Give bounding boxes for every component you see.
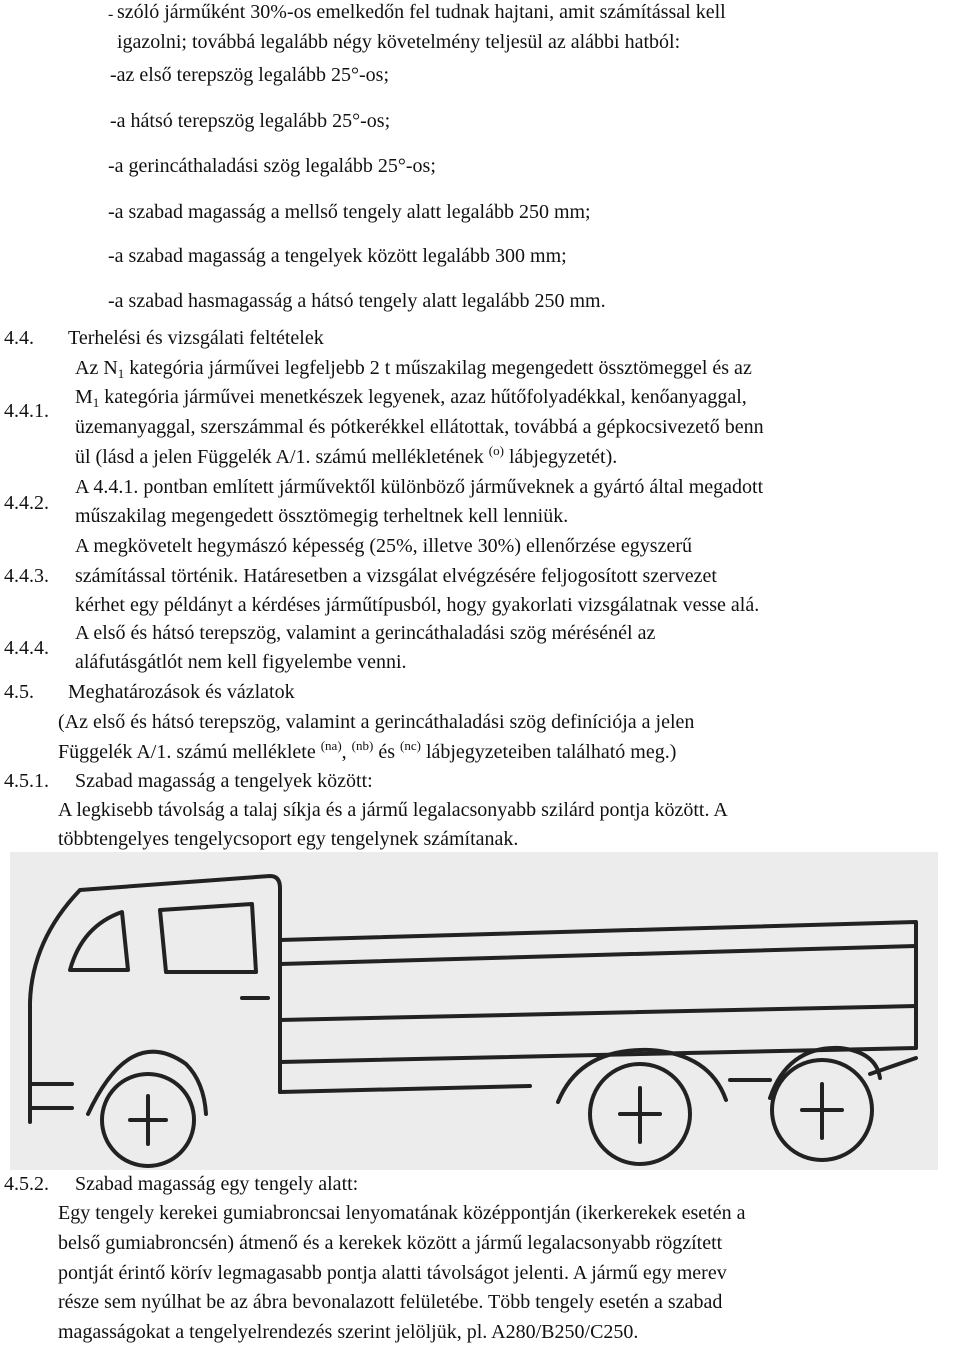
paragraph-line: A 4.4.1. pontban említett járművektől különböző járműveknek a gyártó által megadott — [75, 476, 764, 498]
paragraph-line: $M_1$ kategória járművei menetkészek legyenek, azaz hűtőfolyadékkal, kenőanyaggal, — [75, 386, 747, 410]
paragraph-line: kérhet egy példányt a kérdéses járműtípusból, hogy gyakorlati vizsgálatnak vesse alá. — [75, 594, 760, 616]
paragraph-line: többtengelyes tengelycsoport egy tengelynek számítanak. — [58, 828, 519, 850]
section-title: Meghatározások és vázlatok — [68, 681, 295, 703]
paragraph-line: belső gumiabroncsén) átmenő és a kerekek között a jármű legalacsonyabb rögzített — [58, 1232, 723, 1254]
requirement-item: -a gerincáthaladási szög legalább 25°-os; — [108, 155, 436, 177]
paragraph-line: ül (lásd a jelen Függelék A/1. számú mellékletének $^{(o)}$ lábjegyzetét). — [75, 443, 618, 468]
paragraph-line: része sem nyúlhat be az ábra bevonalazott felületébe. Több tengely esetén a szabad — [58, 1291, 723, 1313]
requirement-item: -a szabad hasmagasság a hátsó tengely alatt legalább 250 mm. — [108, 290, 606, 312]
section-number: 4.5.2. — [4, 1173, 49, 1195]
intro-line-2: igazolni; továbbá legalább négy követelmény teljesül az alábbi hatból: — [117, 31, 681, 53]
paragraph-line: Egy tengely kerekei gumiabroncsai lenyomatának középpontján (ikerkerekek esetén a — [58, 1202, 746, 1224]
truck-drawing-icon — [10, 852, 938, 1170]
intro-dash: - — [108, 6, 114, 23]
requirement-item: -a szabad magasság a mellső tengely alatt legalább 250 mm; — [108, 201, 591, 223]
paragraph-line: számítással történik. Határesetben a vizsgálat elvégzésére feljogosított szervezet — [75, 565, 717, 587]
section-number: 4.4.1. — [4, 400, 49, 422]
paragraph-line: (Az első és hátsó terepszög, valamint a gerincáthaladási szög definíciója a jelen — [58, 711, 695, 733]
requirement-item: -a szabad magasság a tengelyek között legalább 300 mm; — [108, 245, 567, 267]
intro-line-1: szóló járműként 30%-os emelkedőn fel tudnak hajtani, amit számítással kell — [117, 1, 726, 23]
section-number: 4.5.1. — [4, 770, 49, 792]
paragraph-line: pontját érintő körív legmagasabb pontja alatti távolságot jelenti. A jármű egy merev — [58, 1262, 727, 1284]
section-title: Terhelési és vizsgálati feltételek — [68, 327, 324, 349]
requirement-item: -az első terepszög legalább 25°-os; — [110, 64, 390, 86]
section-number: 4.4. — [4, 327, 34, 349]
paragraph-line: műszakilag megengedett össztömegig terheltnek kell lenniük. — [75, 505, 569, 527]
paragraph-line: A megkövetelt hegymászó képesség (25%, illetve 30%) ellenőrzése egyszerű — [75, 535, 693, 557]
section-number: 4.5. — [4, 681, 34, 703]
section-number: 4.4.4. — [4, 637, 49, 659]
paragraph-line: magasságokat a tengelyelrendezés szerint jelöljük, pl. A280/B250/C250. — [58, 1321, 639, 1343]
requirement-item: -a hátsó terepszög legalább 25°-os; — [110, 110, 391, 132]
paragraph-line: A legkisebb távolság a talaj síkja és a jármű legalacsonyabb szilárd pontja között. A — [58, 799, 728, 821]
paragraph-line: Az $N_1$ kategória járművei legfeljebb 2 t műszakilag megengedett össztömeggel és az — [75, 357, 752, 381]
truck-figure — [10, 852, 938, 1170]
paragraph-line: Függelék A/1. számú melléklete $^{(na)}$, $^{(nb)}$ és $^{(nc)}$ lábjegyzeteiben található meg.) — [58, 738, 677, 763]
paragraph-line: aláfutásgátlót nem kell figyelembe venni. — [75, 651, 407, 673]
section-title: Szabad magasság a tengelyek között: — [75, 770, 373, 792]
section-title: Szabad magasság egy tengely alatt: — [75, 1173, 359, 1195]
section-number: 4.4.2. — [4, 492, 49, 514]
section-number: 4.4.3. — [4, 565, 49, 587]
paragraph-line: üzemanyaggal, szerszámmal és pótkerékkel ellátottak, továbbá a gépkocsivezető benn — [75, 416, 764, 438]
paragraph-line: A első és hátsó terepszög, valamint a gerincáthaladási szög mérésénél az — [75, 622, 656, 644]
